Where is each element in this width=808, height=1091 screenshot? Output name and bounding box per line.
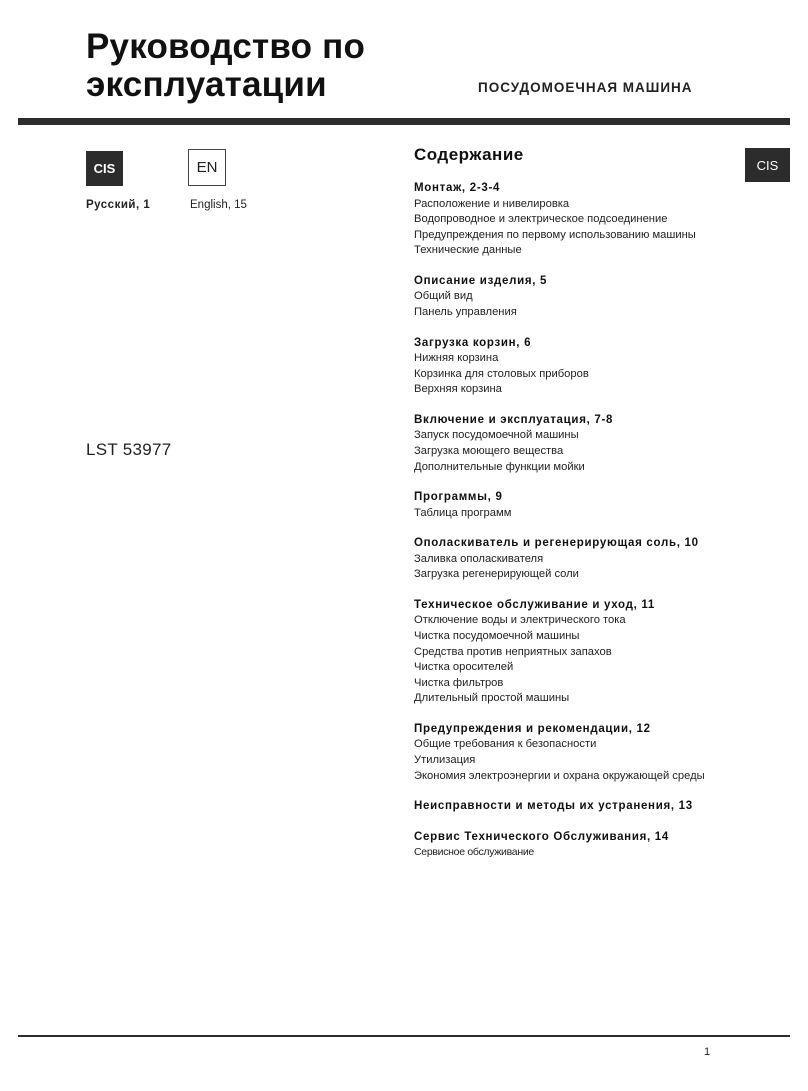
toc-section-service — [414, 830, 774, 861]
toc-section-title: Ополаскиватель и регенерирующая соль, 10 — [414, 537, 699, 550]
toc-item: Корзинка для столовых приборов — [414, 367, 589, 380]
toc-section-installation — [414, 181, 774, 259]
top-divider — [18, 118, 790, 125]
russian-language-label: Русский, 1 — [86, 199, 151, 211]
bottom-divider — [18, 1035, 790, 1037]
toc-section-title: Включение и эксплуатация, 7-8 — [414, 413, 614, 426]
toc-item: Длительный простой машины — [414, 692, 570, 705]
toc-item: Общие требования к безопасности — [414, 738, 597, 751]
page-number: 1 — [704, 1046, 711, 1058]
toc-section-warnings — [414, 722, 774, 784]
toc-item: Запуск посудомоечной машины — [414, 429, 579, 442]
toc-section-programs — [414, 490, 774, 521]
toc-section-baskets — [414, 336, 774, 398]
toc-section-troubleshooting — [414, 799, 774, 815]
cis-language-badge: CIS — [86, 151, 123, 186]
toc-item: Нижняя корзина — [414, 352, 499, 365]
toc-item: Загрузка регенерирующей соли — [414, 568, 579, 581]
toc-item: Чистка посудомоечной машины — [414, 630, 580, 642]
toc-section-description — [414, 274, 774, 321]
toc-item: Дополнительные функции мойки — [414, 460, 585, 473]
en-language-badge: EN — [188, 149, 226, 186]
product-type-subtitle: ПОСУДОМОЕЧНАЯ МАШИНА — [478, 80, 693, 95]
toc-section-rinse-aid-salt — [414, 536, 774, 583]
cis-side-tab: CIS — [745, 148, 790, 182]
toc-item: Предупреждения по первому использованию машины — [414, 228, 696, 241]
toc-item: Заливка ополаскивателя — [414, 552, 544, 565]
toc-item: Утилизация — [414, 754, 476, 767]
toc-section-title: Сервис Технического Обслуживания, 14 — [414, 830, 669, 843]
toc-item: Таблица программ — [414, 506, 512, 519]
toc-item: Расположение и нивелировка — [414, 197, 570, 210]
toc-item: Панель управления — [414, 305, 517, 318]
toc-item: Водопроводное и электрическое подсоединение — [414, 213, 668, 226]
toc-item: Технические данные — [414, 244, 522, 257]
toc-section-title: Неисправности и методы их устранения, 13 — [414, 800, 693, 813]
toc-section-title: Загрузка корзин, 6 — [414, 336, 532, 349]
toc-section-maintenance — [414, 598, 774, 707]
toc-section-title: Описание изделия, 5 — [414, 274, 548, 287]
english-language-label: English, 15 — [190, 199, 247, 211]
document-title: Руководство по эксплуатации — [86, 27, 366, 104]
toc-item: Сервисное обслуживание — [414, 846, 534, 859]
toc-item: Верхняя корзина — [414, 383, 502, 396]
toc-section-operation — [414, 413, 774, 475]
toc-section-title: Программы, 9 — [414, 491, 503, 504]
toc-section-title: Монтаж, 2-3-4 — [414, 182, 501, 194]
toc-item: Средства против неприятных запахов — [414, 645, 612, 658]
toc-section-title: Техническое обслуживание и уход, 11 — [414, 598, 655, 611]
table-of-contents — [414, 181, 774, 876]
model-number: LST 53977 — [86, 440, 172, 459]
toc-heading: Содержание — [414, 145, 524, 164]
toc-item: Общий вид — [414, 290, 473, 303]
toc-item: Отключение воды и электрического тока — [414, 614, 626, 627]
toc-item: Чистка фильтров — [414, 676, 504, 689]
toc-item: Чистка оросителей — [414, 661, 514, 674]
toc-section-title: Предупреждения и рекомендации, 12 — [414, 722, 651, 735]
toc-item: Загрузка моющего вещества — [414, 444, 564, 457]
toc-item: Экономия электроэнергии и охрана окружающей среды — [414, 769, 705, 782]
